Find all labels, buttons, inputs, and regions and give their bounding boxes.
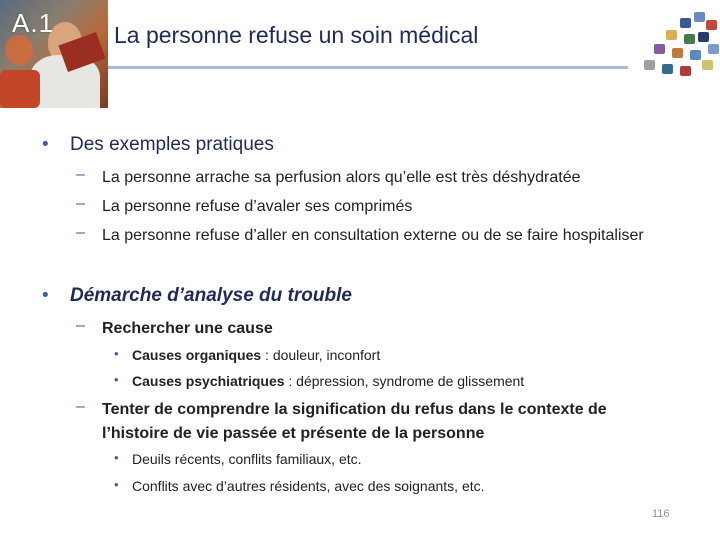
slide-title: La personne refuse un soin médical	[114, 22, 479, 48]
slide-body: • Des exemples pratiques – La personne arrache sa perfusion alors qu’elle est très déshydratée – La personne refuse d’avaler ses comprimés – La personne refuse d’aller en consultation externe ou de se faire hospitaliser • Démarche d’analyse du trouble – Rechercher une cause • Causes organiques : douleur, inconfort • Causes psychiatriques : dépression, syndrome de glissement – Tenter de comprendre la signification du refus dans le contexte de l’histoire de vie passée et présente de la personne • Deuils récents, conflits familiaux, etc. • Conflits avec d’autres résidents, avec des soignants, etc.	[42, 134, 644, 494]
chapter-label: A.1	[12, 8, 55, 38]
page-number: 116	[652, 508, 670, 520]
